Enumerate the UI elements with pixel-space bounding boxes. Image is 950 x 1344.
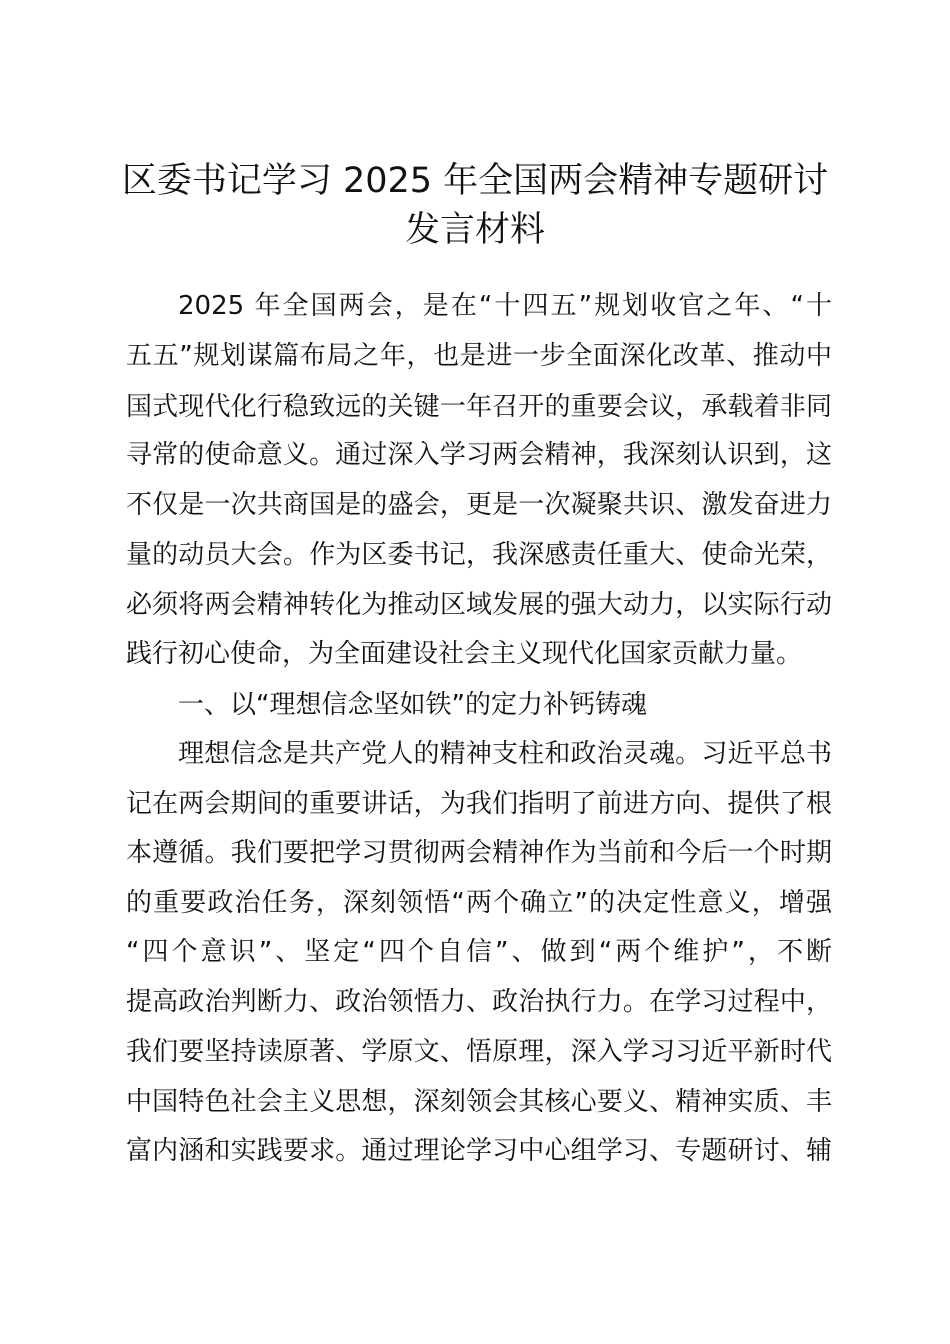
paragraph-2-line-5: “四个意识”、坚定“四个自信”、做到“两个维护”，不断 (126, 937, 832, 967)
paragraph-2-line-8: 中国特色社会主义思想，深刻领会其核心要义、精神实质、丰 (126, 1087, 832, 1117)
paragraph-2-line-9: 富内涵和实践要求。通过理论学习中心组学习、专题研讨、辅 (126, 1136, 832, 1166)
paragraph-1-line-4: 寻常的使命意义。通过深入学习两会精神，我深刻认识到，这 (126, 440, 832, 470)
paragraph-2-line-4: 的重要政治任务，深刻领悟“两个确立”的决定性意义，增强 (126, 888, 832, 918)
paragraph-2-line-6: 提高政治判断力、政治领悟力、政治执行力。在学习过程中， (126, 987, 832, 1017)
paragraph-2-line-3: 本遵循。我们要把学习贯彻两会精神作为当前和今后一个时期 (126, 838, 832, 868)
paragraph-1-line-3: 国式现代化行稳致远的关键一年召开的重要会议，承载着非同 (126, 392, 832, 422)
paragraph-2-line-7: 我们要坚持读原著、学原文、悟原理，深入学习习近平新时代 (126, 1037, 832, 1067)
paragraph-2-line-1: 理想信念是共产党人的精神支柱和政治灵魂。习近平总书 (178, 739, 832, 769)
paragraph-1-line-2: 五五”规划谋篇布局之年，也是进一步全面深化改革、推动中 (126, 341, 832, 371)
paragraph-2-line-2: 记在两会期间的重要讲话，为我们指明了前进方向、提供了根 (126, 789, 832, 819)
section-1-heading: 一、以“理想信念坚如铁”的定力补钙铸魂 (178, 690, 647, 720)
paragraph-1-line-1: 2025 年全国两会，是在“十四五”规划收官之年、“十 (178, 291, 832, 321)
paragraph-1-line-7: 必须将两会精神转化为推动区域发展的强大动力，以实际行动 (126, 590, 832, 620)
document-title-line-1: 区委书记学习 2025 年全国两会精神专题研讨 (121, 161, 829, 201)
paragraph-1-line-5: 不仅是一次共商国是的盛会，更是一次凝聚共识、激发奋进力 (126, 490, 832, 520)
document-title-line-2: 发言材料 (404, 210, 545, 250)
paragraph-1-line-8: 践行初心使命，为全面建设社会主义现代化国家贡献力量。 (126, 639, 803, 669)
paragraph-1-line-6: 量的动员大会。作为区委书记，我深感责任重大、使命光荣， (126, 540, 832, 570)
